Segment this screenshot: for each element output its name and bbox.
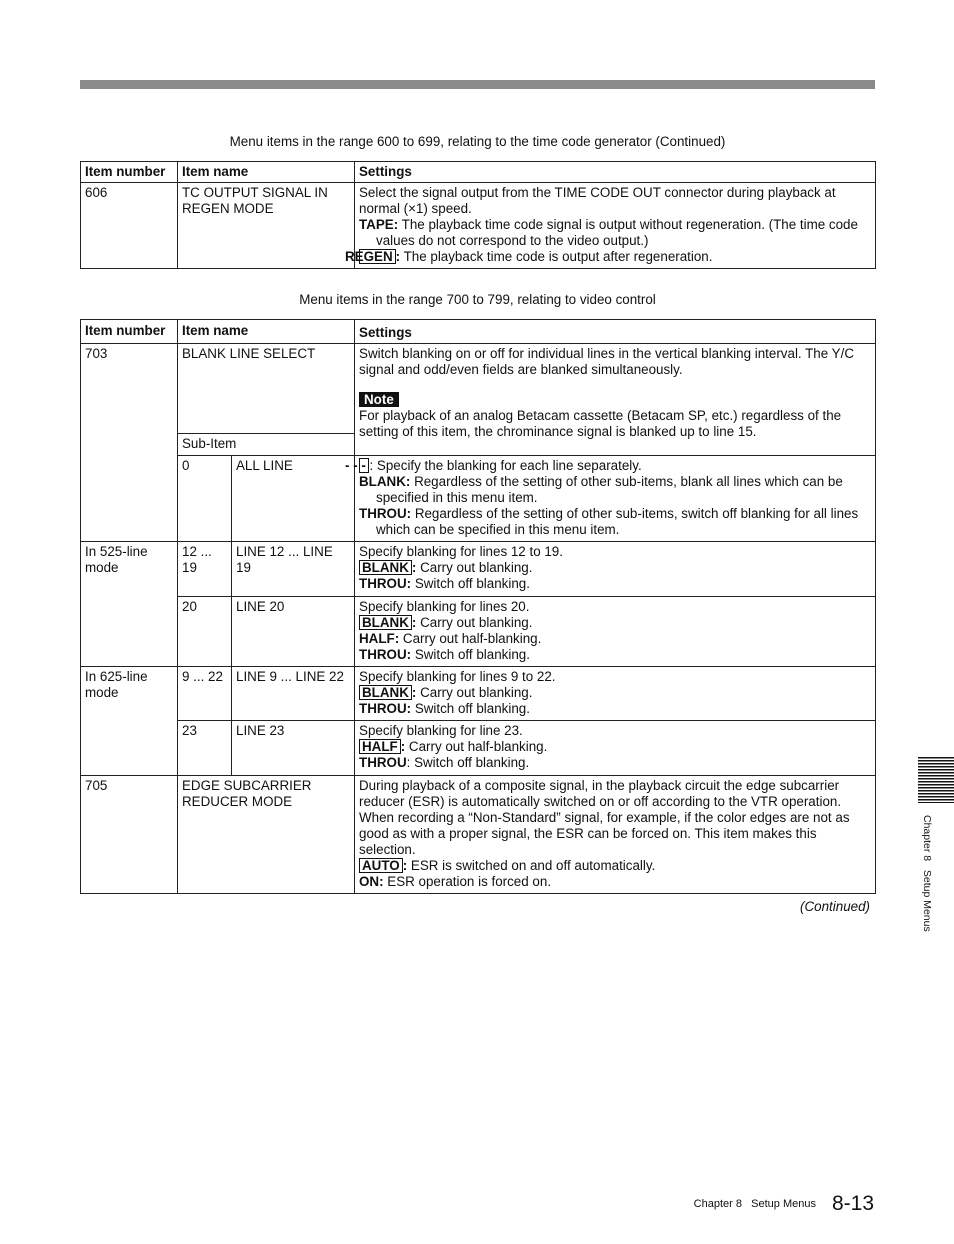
default-option-key: BLANK — [359, 615, 412, 630]
option-key: THROU — [359, 755, 407, 770]
header-item-name: Item name — [178, 162, 355, 183]
chapter-side-tab: Chapter 8 Setup Menus — [921, 815, 933, 932]
option-text: Carry out half-blanking. — [399, 631, 542, 646]
table2-caption: Menu items in the range 700 to 799, relating to video control — [299, 292, 656, 307]
table-600-range — [80, 161, 876, 269]
option-throu — [359, 647, 872, 663]
option-regen: REGEN : The playback time code is output after regeneration. — [345, 249, 713, 264]
option-text: Regardless of the setting of other sub-items, blank all lines which can be specified in this menu item. — [376, 474, 843, 505]
page-footer — [693, 1192, 874, 1215]
table-row — [81, 667, 876, 721]
item-name: BLANK LINE SELECT — [178, 344, 355, 434]
option-throu — [359, 506, 872, 538]
settings-cell — [355, 597, 876, 667]
subitem-number: 20 — [178, 597, 232, 667]
option-text: Regardless of the setting of other sub-items, switch off blanking for all lines which can be specified in this menu item. — [376, 506, 859, 537]
option-dash — [345, 458, 872, 474]
default-option-key: HALF — [359, 739, 401, 754]
item-name: TC OUTPUT SIGNAL IN REGEN MODE — [178, 183, 355, 269]
option-text: Switch off blanking. — [411, 647, 530, 662]
settings-text: Specify blanking for lines 9 to 22. — [359, 669, 556, 684]
settings-cell — [345, 456, 876, 542]
option-blank: BLANK : Carry out blanking. — [359, 615, 872, 631]
settings-text: Switch blanking on or off for individual lines in the vertical blanking interval. The Y/C signal and odd/even fields are blanked simultaneously. — [359, 346, 854, 377]
settings-text: Select the signal output from the TIME CODE OUT connector during playback at normal (×1) speed. — [359, 185, 836, 216]
option-blank — [359, 474, 872, 506]
settings-text: Specify blanking for lines 12 to 19. — [359, 544, 563, 559]
note-text: For playback of an analog Betacam cassette (Betacam SP, etc.) regardless of the setting of this item, the chrominance signal is blanked up to line 15. — [359, 408, 842, 439]
option-blank: BLANK : Carry out blanking. — [359, 560, 872, 576]
settings-cell — [355, 776, 876, 894]
settings-cell — [345, 183, 876, 269]
default-option-key: - - - — [359, 458, 369, 473]
table-row — [81, 344, 876, 434]
option-text: The playback time code signal is output without regeneration. (The time code values do not correspond to the video output.) — [376, 217, 858, 248]
option-throu — [359, 701, 872, 717]
table-header-row — [81, 320, 876, 344]
option-text: Carry out blanking. — [416, 685, 533, 700]
table1-caption: Menu items in the range 600 to 699, relating to the time code generator (Continued) — [229, 134, 726, 149]
option-text: ESR operation is forced on. — [383, 874, 552, 889]
option-auto: AUTO : ESR is switched on and off automatically. — [359, 858, 872, 874]
option-text: Switch off blanking. — [411, 701, 530, 716]
table-row — [81, 542, 876, 597]
subitem-number: 9 ... 22 — [178, 667, 232, 721]
subitem-name: LINE 9 ... LINE 22 — [232, 667, 355, 721]
settings-cell — [355, 721, 876, 776]
option-throu — [359, 576, 872, 592]
item-name: EDGE SUBCARRIER REDUCER MODE — [178, 776, 355, 894]
note-badge: Note — [359, 392, 399, 407]
settings-text: Specify blanking for line 23. — [359, 723, 523, 738]
header-settings: Settings — [355, 320, 876, 344]
option-key: TAPE: — [359, 217, 399, 232]
chapter-thumb-index — [918, 757, 954, 803]
item-number: 606 — [81, 183, 178, 269]
option-text: : Specify the blanking for each line separately. — [369, 458, 642, 473]
option-key: THROU: — [359, 701, 412, 716]
header-rule — [80, 80, 875, 89]
settings-text: Specify blanking for lines 20. — [359, 599, 530, 614]
table-row — [81, 456, 876, 542]
mode-label: In 625-line mode — [81, 667, 178, 776]
page-number: 8-13 — [831, 1192, 874, 1215]
option-on — [359, 874, 872, 890]
subitem-name: ALL LINE — [232, 456, 355, 542]
option-key: THROU: — [359, 647, 412, 662]
default-option-key: BLANK — [359, 685, 412, 700]
option-text: Carry out blanking. — [416, 615, 533, 630]
item-number-empty — [81, 456, 178, 542]
header-settings: Settings — [355, 162, 876, 183]
subitem-name: LINE 23 — [232, 721, 355, 776]
option-tape — [359, 217, 872, 249]
default-option-key: REGEN — [359, 249, 396, 264]
table-700-range — [80, 319, 876, 894]
table-row — [81, 183, 876, 269]
default-option-key: AUTO — [359, 858, 403, 873]
subitem-number: 12 ... 19 — [178, 542, 232, 597]
option-key: THROU: — [359, 576, 412, 591]
option-text: : Switch off blanking. — [406, 755, 530, 770]
subitem-number: 23 — [178, 721, 232, 776]
option-blank: BLANK : Carry out blanking. — [359, 685, 872, 701]
subitem-name: LINE 20 — [232, 597, 355, 667]
continued-note: (Continued) — [800, 899, 870, 914]
settings-cell — [355, 542, 876, 597]
default-option-key: BLANK — [359, 560, 412, 575]
header-item-number: Item number — [81, 320, 178, 344]
settings-cell — [355, 344, 876, 456]
option-key: ON: — [359, 874, 384, 889]
option-key: BLANK: — [359, 474, 411, 489]
table-row — [81, 776, 876, 894]
table-header-row — [81, 162, 876, 183]
subitem-name: LINE 12 ... LINE 19 — [232, 542, 355, 597]
settings-cell — [355, 667, 876, 721]
footer-chapter: Chapter 8 Setup Menus — [693, 1198, 816, 1210]
option-half — [359, 631, 872, 647]
mode-label: In 525-line mode — [81, 542, 178, 667]
subitem-label: Sub-Item — [178, 434, 355, 456]
option-key: THROU: — [359, 506, 412, 521]
option-text: Switch off blanking. — [411, 576, 530, 591]
option-text: Carry out half-blanking. — [405, 739, 548, 754]
header-item-name: Item name — [178, 320, 355, 344]
option-key: HALF: — [359, 631, 400, 646]
option-throu — [359, 755, 872, 771]
option-text: ESR is switched on and off automatically. — [407, 858, 656, 873]
option-text: Carry out blanking. — [416, 560, 533, 575]
subitem-number: 0 — [178, 456, 232, 542]
table-row — [81, 597, 876, 667]
item-number: 703 — [81, 344, 178, 456]
table-row — [81, 721, 876, 776]
option-text: The playback time code is output after regeneration. — [400, 249, 713, 264]
option-half: HALF : Carry out half-blanking. — [359, 739, 872, 755]
settings-text: During playback of a composite signal, in the playback circuit the edge subcarrier reducer (ESR) is automatically switched on or off according to the VTR operation. When recording a “Non-Standard” signal, for example, if the color edges are not as good as with a proper signal, the ESR can be forced on. This item makes this selection. — [359, 778, 850, 857]
header-item-number: Item number — [81, 162, 178, 183]
item-number: 705 — [81, 776, 178, 894]
